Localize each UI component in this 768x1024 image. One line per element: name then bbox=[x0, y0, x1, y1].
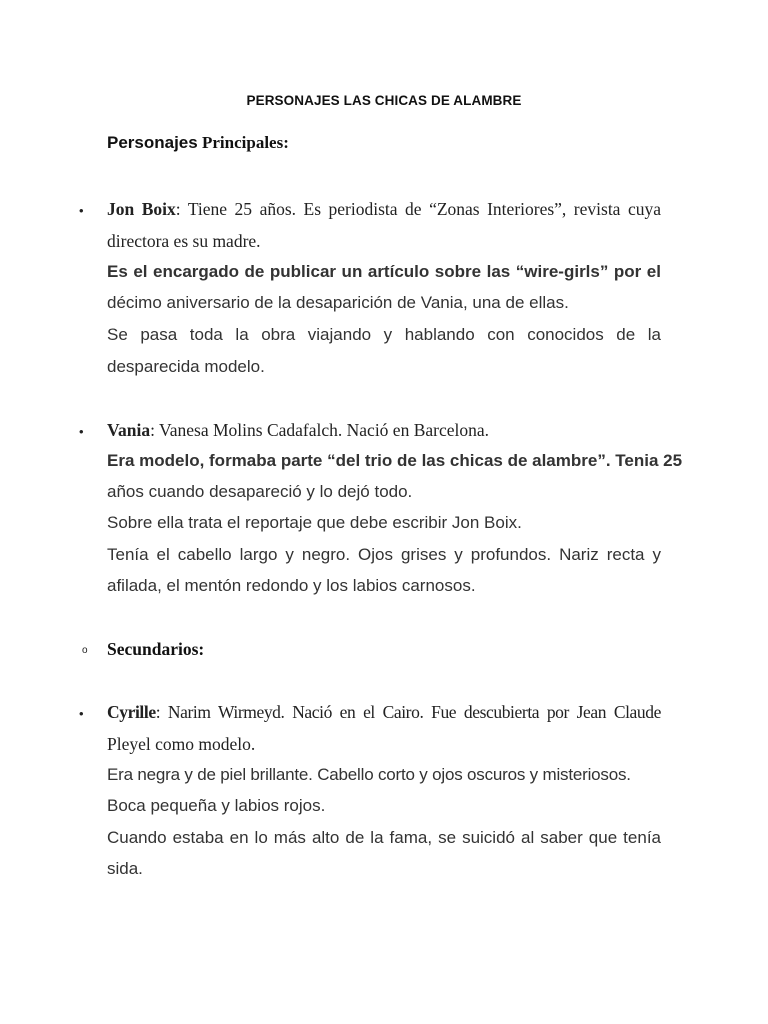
character-intro-line2: directora es su madre. bbox=[107, 231, 261, 251]
secondary-label-wrapper bbox=[107, 639, 661, 660]
description-line: Boca pequeña y labios rojos. bbox=[107, 796, 326, 815]
subheading-part2: Principales: bbox=[197, 133, 289, 152]
character-name: Vania bbox=[107, 420, 151, 440]
bullet-icon: • bbox=[79, 706, 84, 721]
bullet-icon: • bbox=[79, 424, 84, 439]
character-intro bbox=[107, 199, 661, 220]
description-line: afilada, el mentón redondo y los labios carnosos. bbox=[107, 576, 476, 595]
character-intro-text: : Tiene 25 años. Es periodista de “Zonas Interiores”, revista cuya bbox=[175, 199, 661, 219]
character-name: Cyrille bbox=[107, 702, 156, 722]
description-line: desparecida modelo. bbox=[107, 357, 265, 376]
character-intro-line2: Pleyel como modelo. bbox=[107, 734, 256, 754]
description-line: Es el encargado de publicar un artículo sobre las “wire-girls” por el bbox=[107, 262, 661, 281]
character-intro bbox=[107, 702, 661, 723]
document-title: PERSONAJES LAS CHICAS DE ALAMBRE bbox=[246, 93, 522, 108]
description-line: Tenía el cabello largo y negro. Ojos grises y profundos. Nariz recta y bbox=[107, 545, 661, 564]
subheading-part1: Personajes bbox=[107, 133, 198, 152]
character-intro-text: : Narim Wirmeyd. Nació en el Cairo. Fue descubierta por Jean Claude bbox=[155, 702, 661, 722]
character-intro-text: : Vanesa Molins Cadafalch. Nació en Barcelona. bbox=[150, 420, 490, 440]
secondary-label: Secundarios: bbox=[107, 639, 205, 659]
description-line: sida. bbox=[107, 859, 143, 878]
description-line: Era modelo, formaba parte “del trio de las chicas de alambre”. Tenia 25 bbox=[107, 451, 683, 470]
description-line: Era negra y de piel brillante. Cabello corto y ojos oscuros y misteriosos. bbox=[107, 765, 631, 784]
description-line: Cuando estaba en lo más alto de la fama, se suicidó al saber que tenía bbox=[107, 828, 661, 847]
character-intro bbox=[107, 420, 661, 441]
description-line: años cuando desapareció y lo dejó todo. bbox=[107, 482, 413, 501]
description-line: Se pasa toda la obra viajando y hablando con conocidos de la bbox=[107, 325, 661, 344]
character-name: Jon Boix bbox=[107, 199, 176, 219]
bullet-icon: • bbox=[79, 203, 84, 218]
description-line: Sobre ella trata el reportaje que debe escribir Jon Boix. bbox=[107, 513, 522, 532]
section-heading-principales bbox=[107, 133, 289, 153]
circle-bullet-icon: o bbox=[82, 645, 88, 656]
description-line: décimo aniversario de la desaparición de Vania, una de ellas. bbox=[107, 293, 569, 312]
